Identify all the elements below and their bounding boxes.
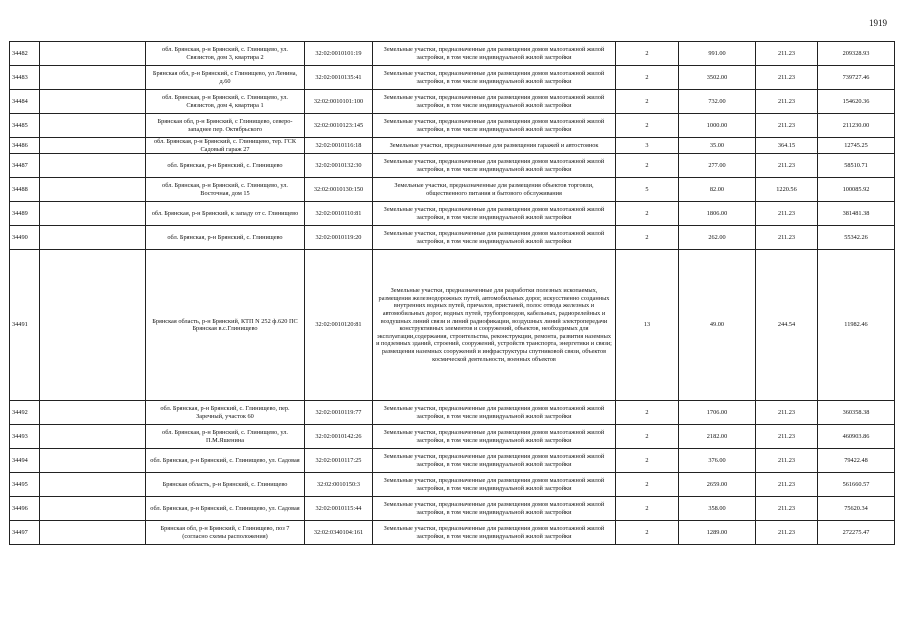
- cell-land-use: Земельные участки, предназначенные для разработки полезных ископаемых, размещения железнодорожных путей, автомобильных дорог, искусственно созданных внутренних водных путей, причалов, пристаней, полос отвода железных и автомобильных дорог, водных путей, трубопроводов, кабельных, радиорелейных и воздушных линий связи и линий радиофикации, воздушных линий электропередачи конструктивных элементов и сооружений, объектов, необходимых для эксплуатации,содержания, строительства, реконструкции, ремонта, развития наземных и подземных зданий, строений, сооружений, устройств транспорта, энергетики и связи; размещения наземных сооружений и инфраструктуры спутниковой связи, объектов космической деятельности, военных объектов: [373, 250, 616, 401]
- cell-address: Брянская обл, р-н Брянский, с Глинищево, ул Ленина, д.60: [146, 66, 305, 90]
- cell-category: 2: [616, 226, 679, 250]
- cell-specific-value: 211.23: [756, 226, 818, 250]
- cell-address: обл. Брянская, р-н Брянский, с. Глинищево: [146, 226, 305, 250]
- cell-land-use: Земельные участки, предназначенные для размещения гаражей и автостоянок: [373, 138, 616, 154]
- cell-land-use: Земельные участки, предназначенные для размещения домов малоэтажной жилой застройки, в том числе индивидуальной жилой застройки: [373, 202, 616, 226]
- cell-specific-value: 211.23: [756, 401, 818, 425]
- cell-cadastral-value: 58510.71: [818, 154, 895, 178]
- cell-spacer: [40, 226, 146, 250]
- cell-area: 277.00: [679, 154, 756, 178]
- cell-area: 732.00: [679, 90, 756, 114]
- table-row: [10, 250, 895, 401]
- cell-specific-value: 211.23: [756, 449, 818, 473]
- cell-land-use: Земельные участки, предназначенные для размещения домов малоэтажной жилой застройки, в том числе индивидуальной жилой застройки: [373, 66, 616, 90]
- table-row: [10, 473, 895, 497]
- cell-address: Брянская обл, р-н Брянский, с Глинищево, северо-западнее пер. Октябрьского: [146, 114, 305, 138]
- cell-spacer: [40, 425, 146, 449]
- cell-spacer: [40, 90, 146, 114]
- cell-specific-value: 211.23: [756, 425, 818, 449]
- cell-area: 1706.00: [679, 401, 756, 425]
- cell-row-number: 34492: [10, 401, 40, 425]
- cell-cadastral-number: 32:02:0010120:81: [305, 250, 373, 401]
- cell-address: обл. Брянская, р-н Брянский, с. Глинищево, ул. Связистов, дом 3, квартира 2: [146, 42, 305, 66]
- cell-category: 2: [616, 154, 679, 178]
- cell-row-number: 34484: [10, 90, 40, 114]
- cell-cadastral-value: 381481.38: [818, 202, 895, 226]
- cell-address: обл. Брянская, р-н Брянский, с. Глинищево, ул. Садовая: [146, 497, 305, 521]
- cell-category: 2: [616, 42, 679, 66]
- cell-spacer: [40, 42, 146, 66]
- cell-area: 35.00: [679, 138, 756, 154]
- cell-spacer: [40, 114, 146, 138]
- table-row: [10, 226, 895, 250]
- cell-cadastral-value: 739727.46: [818, 66, 895, 90]
- cell-specific-value: 211.23: [756, 521, 818, 545]
- cell-specific-value: 244.54: [756, 250, 818, 401]
- cell-area: 1000.00: [679, 114, 756, 138]
- cell-row-number: 34497: [10, 521, 40, 545]
- cell-address: Брянская область, р-н Брянский, с. Глинищево: [146, 473, 305, 497]
- cell-area: 1806.00: [679, 202, 756, 226]
- cell-cadastral-number: 32:02:0010142:26: [305, 425, 373, 449]
- cell-address: обл. Брянская, р-н Брянский, с. Глинищево, ул. Садовая: [146, 449, 305, 473]
- cell-cadastral-value: 100085.92: [818, 178, 895, 202]
- cell-row-number: 34491: [10, 250, 40, 401]
- cell-land-use: Земельные участки, предназначенные для размещения домов малоэтажной жилой застройки, в том числе индивидуальной жилой застройки: [373, 226, 616, 250]
- cell-area: 376.00: [679, 449, 756, 473]
- table-row: [10, 521, 895, 545]
- cell-cadastral-number: 32:02:0010117:25: [305, 449, 373, 473]
- cell-category: 2: [616, 401, 679, 425]
- cell-cadastral-value: 211230.00: [818, 114, 895, 138]
- cell-spacer: [40, 401, 146, 425]
- cell-row-number: 34493: [10, 425, 40, 449]
- table-row: [10, 138, 895, 154]
- cell-row-number: 34489: [10, 202, 40, 226]
- cell-cadastral-value: 11982.46: [818, 250, 895, 401]
- table-row: [10, 202, 895, 226]
- cell-cadastral-number: 32:02:0010116:18: [305, 138, 373, 154]
- land-plots-table: [9, 41, 895, 545]
- cell-row-number: 34487: [10, 154, 40, 178]
- cell-cadastral-number: 32:02:0010132:30: [305, 154, 373, 178]
- cell-category: 2: [616, 497, 679, 521]
- table-row: [10, 114, 895, 138]
- cell-land-use: Земельные участки, предназначенные для размещения домов малоэтажной жилой застройки, в том числе индивидуальной жилой застройки: [373, 42, 616, 66]
- cell-spacer: [40, 178, 146, 202]
- cell-row-number: 34488: [10, 178, 40, 202]
- cell-area: 2182.00: [679, 425, 756, 449]
- cell-area: 991.00: [679, 42, 756, 66]
- cell-cadastral-number: 32:02:0010101:100: [305, 90, 373, 114]
- cell-specific-value: 1220.56: [756, 178, 818, 202]
- table-body: [10, 42, 895, 545]
- cell-row-number: 34494: [10, 449, 40, 473]
- table-row: [10, 42, 895, 66]
- cell-address: обл. Брянская, р-н Брянский, с. Глинищево: [146, 154, 305, 178]
- cell-land-use: Земельные участки, предназначенные для размещения домов малоэтажной жилой застройки, в том числе индивидуальной жилой застройки: [373, 154, 616, 178]
- cell-cadastral-value: 460903.86: [818, 425, 895, 449]
- cell-category: 5: [616, 178, 679, 202]
- cell-address: обл. Брянская, р-н Брянский, с. Глинищево, ул. П.М.Яшенина: [146, 425, 305, 449]
- cell-row-number: 34483: [10, 66, 40, 90]
- cell-category: 2: [616, 114, 679, 138]
- cell-row-number: 34482: [10, 42, 40, 66]
- cell-cadastral-number: 32:02:0010150:3: [305, 473, 373, 497]
- cell-specific-value: 211.23: [756, 473, 818, 497]
- cell-land-use: Земельные участки, предназначенные для размещения домов малоэтажной жилой застройки, в том числе индивидуальной жилой застройки: [373, 497, 616, 521]
- cell-specific-value: 211.23: [756, 66, 818, 90]
- cell-category: 2: [616, 473, 679, 497]
- cell-area: 2659.00: [679, 473, 756, 497]
- table-row: [10, 425, 895, 449]
- cell-cadastral-value: 360358.38: [818, 401, 895, 425]
- table-row: [10, 90, 895, 114]
- cell-spacer: [40, 473, 146, 497]
- cell-category: 2: [616, 66, 679, 90]
- cell-address: Брянская область, р-н Брянский, КТП N 252 ф.620 ПС Брянская в.с.Глинищево: [146, 250, 305, 401]
- cell-cadastral-value: 55342.26: [818, 226, 895, 250]
- cell-category: 2: [616, 425, 679, 449]
- cell-category: 2: [616, 521, 679, 545]
- cell-row-number: 34485: [10, 114, 40, 138]
- cell-cadastral-number: 32:02:0010119:77: [305, 401, 373, 425]
- cell-land-use: Земельные участки, предназначенные для размещения домов малоэтажной жилой застройки, в том числе индивидуальной жилой застройки: [373, 114, 616, 138]
- page-number: 1919: [869, 18, 887, 28]
- cell-land-use: Земельные участки, предназначенные для размещения домов малоэтажной жилой застройки, в том числе индивидуальной жилой застройки: [373, 425, 616, 449]
- cell-specific-value: 211.23: [756, 202, 818, 226]
- cell-area: 1289.00: [679, 521, 756, 545]
- cell-area: 82.00: [679, 178, 756, 202]
- cell-row-number: 34496: [10, 497, 40, 521]
- cell-category: 2: [616, 90, 679, 114]
- cell-land-use: Земельные участки, предназначенные для размещения домов малоэтажной жилой застройки, в том числе индивидуальной жилой застройки: [373, 401, 616, 425]
- cell-category: 2: [616, 449, 679, 473]
- cell-spacer: [40, 521, 146, 545]
- cell-cadastral-number: 32:02:0010135:41: [305, 66, 373, 90]
- cell-area: 3502.00: [679, 66, 756, 90]
- cell-address: обл. Брянская, р-н Брянский, к западу от с. Глинищево: [146, 202, 305, 226]
- cell-spacer: [40, 138, 146, 154]
- cell-address: обл. Брянская, р-н Брянский, с. Глинищево, ул. Восточная, дом 15: [146, 178, 305, 202]
- cell-specific-value: 211.23: [756, 114, 818, 138]
- table-row: [10, 154, 895, 178]
- cell-cadastral-number: 32:02:0010130:150: [305, 178, 373, 202]
- cell-spacer: [40, 154, 146, 178]
- cell-specific-value: 211.23: [756, 90, 818, 114]
- cell-land-use: Земельные участки, предназначенные для размещения объектов торговли, общественного питания и бытового обслуживания: [373, 178, 616, 202]
- cell-category: 3: [616, 138, 679, 154]
- cell-land-use: Земельные участки, предназначенные для размещения домов малоэтажной жилой застройки, в том числе индивидуальной жилой застройки: [373, 521, 616, 545]
- cell-cadastral-value: 561660.57: [818, 473, 895, 497]
- cell-cadastral-value: 75620.34: [818, 497, 895, 521]
- cell-address: обл. Брянская, р-н Брянский, с. Глинищево, ул. Связистов, дом 4, квартира 1: [146, 90, 305, 114]
- cell-row-number: 34490: [10, 226, 40, 250]
- table-row: [10, 497, 895, 521]
- table-row: [10, 178, 895, 202]
- cell-specific-value: 211.23: [756, 42, 818, 66]
- cell-address: обл. Брянская, р-н Брянский, с. Глинищево, тер. ГСК Садовый гараж 27: [146, 138, 305, 154]
- table-row: [10, 401, 895, 425]
- cell-cadastral-number: 32:02:0010101:19: [305, 42, 373, 66]
- cell-cadastral-value: 272275.47: [818, 521, 895, 545]
- cell-cadastral-value: 12745.25: [818, 138, 895, 154]
- cell-row-number: 34495: [10, 473, 40, 497]
- cell-area: 262.00: [679, 226, 756, 250]
- cell-cadastral-number: 32:02:0340104:161: [305, 521, 373, 545]
- cell-row-number: 34486: [10, 138, 40, 154]
- cell-cadastral-number: 32:02:0010110:81: [305, 202, 373, 226]
- cell-area: 49.00: [679, 250, 756, 401]
- cell-cadastral-number: 32:02:0010115:44: [305, 497, 373, 521]
- cell-land-use: Земельные участки, предназначенные для размещения домов малоэтажной жилой застройки, в том числе индивидуальной жилой застройки: [373, 449, 616, 473]
- cell-area: 358.00: [679, 497, 756, 521]
- cell-land-use: Земельные участки, предназначенные для размещения домов малоэтажной жилой застройки, в том числе индивидуальной жилой застройки: [373, 90, 616, 114]
- cell-spacer: [40, 66, 146, 90]
- cell-cadastral-value: 209328.93: [818, 42, 895, 66]
- cell-address: Брянская обл, р-н Брянский, с Глинищево, поз 7 (согласно схемы расположения): [146, 521, 305, 545]
- cell-cadastral-number: 32:02:0010123:145: [305, 114, 373, 138]
- cell-cadastral-number: 32:02:0010119:20: [305, 226, 373, 250]
- table-row: [10, 66, 895, 90]
- cell-specific-value: 211.23: [756, 154, 818, 178]
- cell-spacer: [40, 250, 146, 401]
- cell-category: 2: [616, 202, 679, 226]
- cell-spacer: [40, 449, 146, 473]
- table-row: [10, 449, 895, 473]
- cell-spacer: [40, 497, 146, 521]
- cell-category: 13: [616, 250, 679, 401]
- cell-land-use: Земельные участки, предназначенные для размещения домов малоэтажной жилой застройки, в том числе индивидуальной жилой застройки: [373, 473, 616, 497]
- cell-cadastral-value: 154620.36: [818, 90, 895, 114]
- cell-spacer: [40, 202, 146, 226]
- cell-specific-value: 364.15: [756, 138, 818, 154]
- cell-specific-value: 211.23: [756, 497, 818, 521]
- cell-address: обл. Брянская, р-н Брянский, с. Глинищево, пер. Заречный, участок 60: [146, 401, 305, 425]
- cell-cadastral-value: 79422.48: [818, 449, 895, 473]
